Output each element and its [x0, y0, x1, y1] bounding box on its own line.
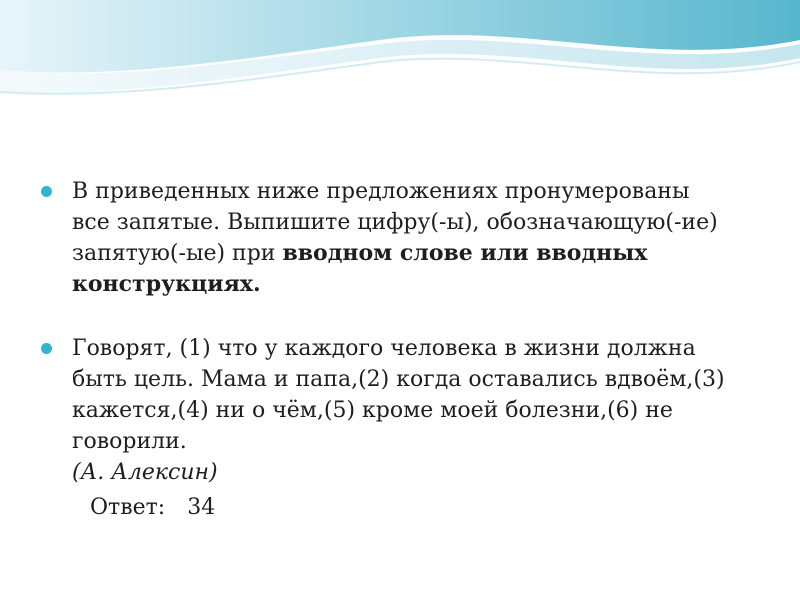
excerpt-item [40, 333, 730, 523]
excerpt-author: (А. Алексин) [72, 460, 218, 485]
instruction-item [40, 176, 730, 300]
header-wave-decoration [0, 0, 800, 110]
answer-line [72, 492, 730, 523]
answer-label: Ответ: [90, 495, 166, 520]
instruction-bold-text: вводном слове или вводных конструкциях. [72, 240, 648, 297]
bullet-dot [41, 186, 52, 197]
slide-content [40, 176, 730, 523]
bullet-dot [41, 343, 52, 354]
instruction-text: В приведенных ниже предложениях пронумерованы все запятые. Выпишите цифру(-ы), обозначающую(-ие) запятую(-ые) при [72, 179, 718, 266]
excerpt-text: Говорят, (1) что у каждого человека в жизни должна быть цель. Мама и папа,(2) когда оставались вдвоём,(3) кажется,(4) ни о чём,(5) кроме моей болезни,(6) не говорили. [72, 336, 725, 454]
answer-value: 34 [187, 495, 216, 520]
